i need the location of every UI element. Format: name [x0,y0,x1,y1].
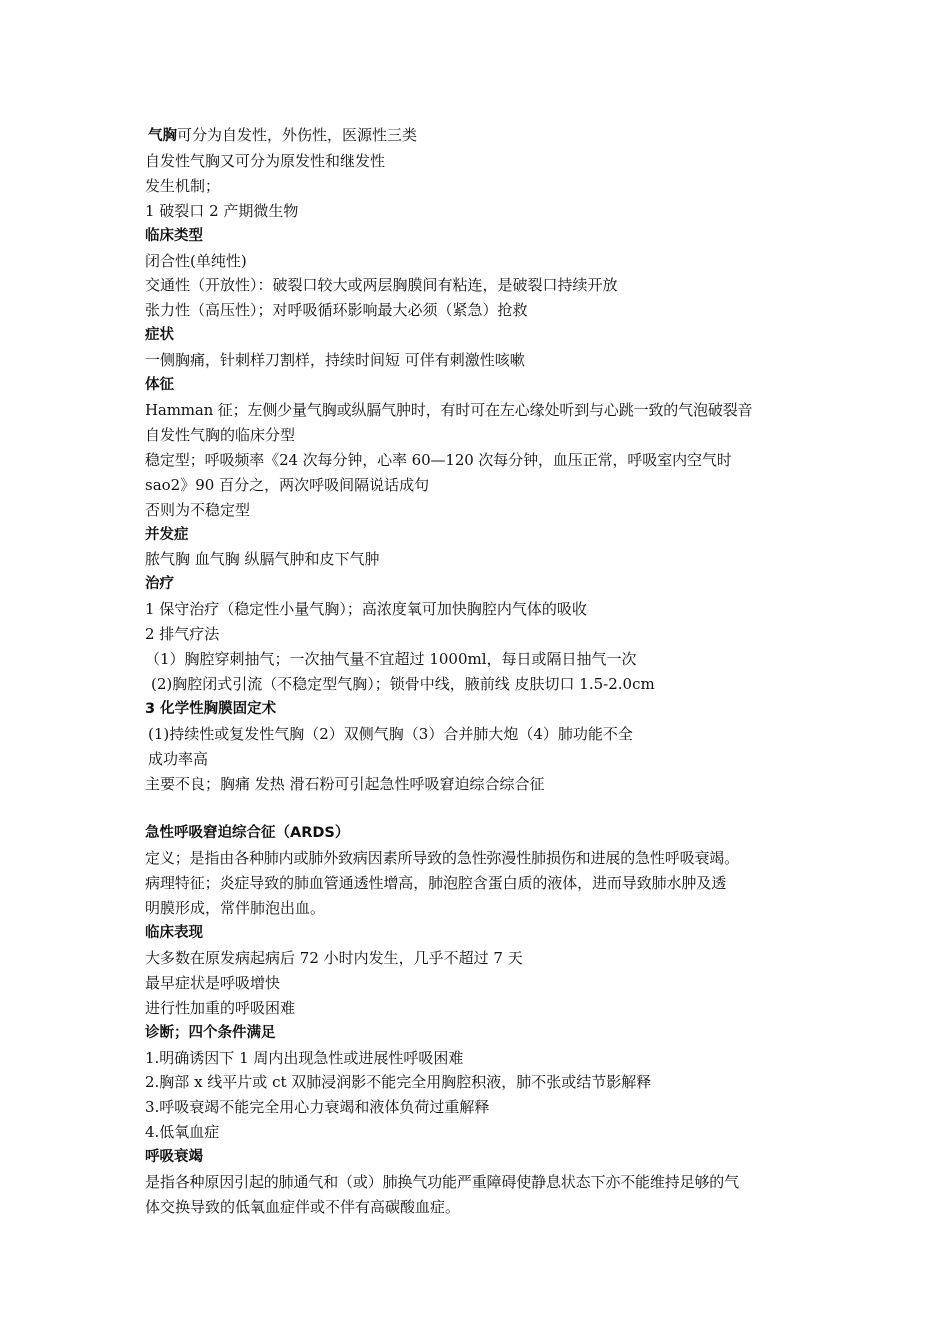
text-line: 闭合性(单纯性) [145,251,247,270]
text-line: 成功率高 [148,749,209,768]
text-line: 自发性气胸的临床分型 [145,425,296,444]
text-line: 进行性加重的呼吸困难 [145,998,296,1017]
intro-line [145,123,815,149]
text-line: 大多数在原发病起病后 72 小时内发生，几乎不超过 7 天 [145,948,523,967]
section-heading: 呼吸衰竭 [145,1149,203,1166]
section-heading: 体征 [145,377,174,394]
text-line: 4.低氧血症 [145,1123,220,1142]
section-heading: 症状 [145,327,174,344]
topic-title: 气胸 [148,128,177,144]
text-line: 发生机制； [145,176,221,195]
section-heading: 治疗 [145,576,174,593]
text-line: 是指各种原因引起的肺通气和（或）肺换气功能严重障碍使静息状态下亦不能维持足够的气 [145,1173,740,1192]
text-line: 病理特征；炎症导致的肺血管通透性增高，肺泡腔含蛋白质的液体，进而导致肺水肿及透 [145,874,727,893]
section-heading: 并发症 [145,526,189,543]
text-line: 自发性气胸又可分为原发性和继发性 [145,151,386,170]
text-line: Hamman 征；左侧少量气胸或纵膈气肿时，有时可在左心缘处听到与心跳一致的气泡破裂音 [145,400,753,419]
section-heading: 3 化学性胸膜固定术 [145,700,277,717]
text-line: 1 破裂口 2 产期微生物 [145,201,299,220]
text-line: 否则为不稳定型 [145,500,251,519]
section-heading: 临床类型 [145,227,203,244]
text-line: 体交换导致的低氧血症伴或不伴有高碳酸血症。 [145,1197,461,1216]
text-line: 一侧胸痛，针刺样刀割样，持续时间短 可伴有刺激性咳嗽 [145,351,525,370]
text-line: 最早症状是呼吸增快 [145,973,281,992]
text-line: 主要不良；胸痛 发热 滑石粉可引起急性呼吸窘迫综合综合征 [145,774,545,793]
document-body [145,123,815,1220]
text-line: 2 排气疗法 [145,625,220,644]
section-heading: 急性呼吸窘迫综合征（ARDS） [145,825,350,842]
text-line: (1)持续性或复发性气胸（2）双侧气胸（3）合并肺大炮（4）肺功能不全 [148,724,633,743]
text-line: 交通性（开放性）：破裂口较大或两层胸膜间有粘连，是破裂口持续开放 [145,276,618,295]
section-heading: 临床表现 [145,924,203,941]
text-line: 1.明确诱因下 1 周内出现急性或进展性呼吸困难 [145,1048,464,1067]
intro-text: 可分为自发性，外伤性，医源性三类 [177,126,418,144]
text-line: 稳定型；呼吸频率《24 次每分钟，心率 60—120 次每分钟，血压正常，呼吸室内空气时 [145,450,732,469]
text-line: 2.胸部 x 线平片或 ct 双肺浸润影不能完全用胸腔积液，肺不张或结节影解释 [145,1073,652,1092]
section-heading: 诊断；四个条件满足 [145,1024,276,1041]
text-line: (2)胸腔闭式引流（不稳定型气胸）；锁骨中线，腋前线 皮肤切口 1.5-2.0cm [151,674,655,693]
text-line: sao2》90 百分之，两次呼吸间隔说话成句 [145,475,430,494]
text-line: 张力性（高压性）；对呼吸循环影响最大必须（紧急）抢救 [145,301,528,320]
text-line: 1 保守治疗（稳定性小量气胸）；高浓度氧可加快胸腔内气体的吸收 [145,600,587,619]
section-gap [145,796,815,821]
text-line: （1）胸腔穿刺抽气；一次抽气量不宜超过 1000ml，每日或隔日抽气一次 [145,650,637,669]
text-line: 定义；是指由各种肺内或肺外致病因素所导致的急性弥漫性肺损伤和进展的急性呼吸衰竭。 [145,849,740,868]
text-line: 明膜形成，常伴肺泡出血。 [145,899,326,918]
text-line: 3.呼吸衰竭不能完全用心力衰竭和液体负荷过重解释 [145,1098,490,1117]
text-line: 脓气胸 血气胸 纵膈气肿和皮下气肿 [145,550,380,569]
